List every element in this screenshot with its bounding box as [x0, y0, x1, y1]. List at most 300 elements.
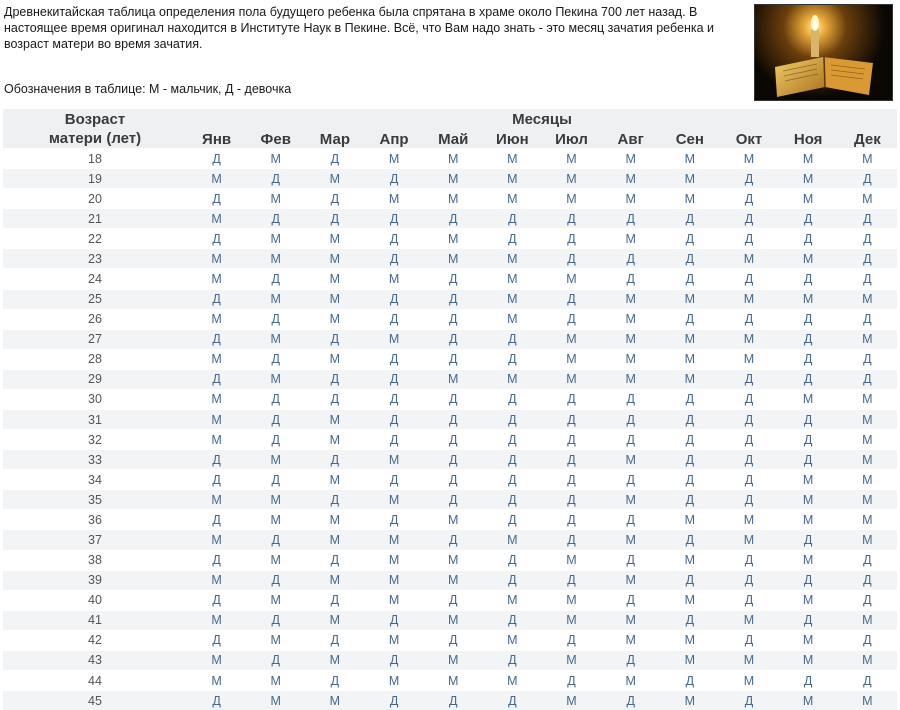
gender-cell: Д — [779, 450, 838, 470]
gender-cell: М — [838, 329, 897, 349]
age-cell: 44 — [3, 671, 187, 691]
gender-cell: Д — [364, 610, 423, 630]
gender-cell: М — [187, 671, 246, 691]
gender-cell: М — [483, 169, 542, 189]
gender-cell: Д — [364, 389, 423, 409]
gender-cell: М — [305, 309, 364, 329]
gender-cell: М — [601, 349, 660, 369]
age-cell: 32 — [3, 430, 187, 450]
table-row — [3, 389, 897, 409]
table-row — [3, 570, 897, 590]
gender-cell: Д — [364, 691, 423, 710]
gender-cell: Д — [838, 550, 897, 570]
table-row — [3, 430, 897, 450]
gender-cell: Д — [424, 349, 483, 369]
gender-cell: Д — [424, 490, 483, 510]
gender-cell: М — [660, 691, 719, 710]
gender-cell: М — [187, 430, 246, 450]
months-header: Месяцы — [187, 109, 897, 129]
gender-cell: Д — [779, 610, 838, 630]
gender-cell: М — [483, 630, 542, 650]
gender-cell: М — [719, 510, 778, 530]
gender-cell: Д — [719, 410, 778, 430]
gender-cell: Д — [779, 570, 838, 590]
gender-cell: М — [187, 610, 246, 630]
gender-cell: М — [305, 349, 364, 369]
gender-cell: Д — [601, 550, 660, 570]
gender-cell: М — [246, 490, 305, 510]
gender-cell: Д — [424, 389, 483, 409]
gender-cell: Д — [246, 349, 305, 369]
gender-cell: М — [364, 329, 423, 349]
age-cell: 30 — [3, 389, 187, 409]
gender-cell: Д — [719, 209, 778, 229]
gender-cell: М — [542, 329, 601, 349]
gender-cell: М — [779, 510, 838, 530]
gender-cell: Д — [838, 630, 897, 650]
gender-cell: М — [187, 209, 246, 229]
gender-cell: Д — [601, 590, 660, 610]
gender-cell: Д — [424, 530, 483, 550]
gender-cell: Д — [424, 269, 483, 289]
gender-cell: Д — [542, 410, 601, 430]
gender-cell: М — [187, 389, 246, 409]
gender-cell: Д — [838, 209, 897, 229]
gender-cell: М — [719, 329, 778, 349]
gender-cell: М — [542, 369, 601, 389]
gender-cell: М — [542, 550, 601, 570]
gender-cell: М — [187, 309, 246, 329]
gender-cell: М — [838, 189, 897, 209]
gender-cell: М — [305, 691, 364, 710]
gender-cell: Д — [187, 470, 246, 490]
gender-cell: М — [601, 450, 660, 470]
gender-cell: Д — [601, 470, 660, 490]
age-cell: 33 — [3, 450, 187, 470]
gender-cell: Д — [719, 430, 778, 450]
gender-cell: М — [364, 269, 423, 289]
gender-cell: Д — [601, 510, 660, 530]
gender-cell: М — [838, 470, 897, 490]
gender-cell: М — [601, 169, 660, 189]
age-cell: 41 — [3, 610, 187, 630]
gender-cell: М — [364, 671, 423, 691]
gender-cell: М — [779, 550, 838, 570]
gender-cell: Д — [305, 209, 364, 229]
gender-cell: М — [542, 610, 601, 630]
gender-cell: М — [305, 430, 364, 450]
month-header: Июл — [542, 129, 601, 149]
gender-cell: Д — [660, 610, 719, 630]
table-row — [3, 410, 897, 430]
gender-cell: Д — [305, 450, 364, 470]
gender-cell: Д — [542, 530, 601, 550]
gender-cell: М — [187, 349, 246, 369]
gender-cell: М — [305, 610, 364, 630]
table-row — [3, 249, 897, 269]
gender-cell: М — [305, 510, 364, 530]
gender-cell: М — [660, 189, 719, 209]
gender-cell: М — [838, 490, 897, 510]
gender-cell: Д — [483, 349, 542, 369]
table-row — [3, 169, 897, 189]
gender-cell: Д — [246, 530, 305, 550]
gender-cell: Д — [187, 450, 246, 470]
table-body — [3, 149, 897, 710]
month-header: Окт — [719, 129, 778, 149]
gender-cell: М — [364, 450, 423, 470]
gender-cell: М — [660, 510, 719, 530]
gender-cell: М — [246, 450, 305, 470]
month-header: Сен — [660, 129, 719, 149]
gender-cell: Д — [246, 269, 305, 289]
gender-cell: Д — [719, 570, 778, 590]
gender-cell: Д — [719, 550, 778, 570]
gender-cell: М — [424, 189, 483, 209]
table-row — [3, 490, 897, 510]
gender-cell: Д — [660, 269, 719, 289]
gender-cell: М — [601, 189, 660, 209]
gender-cell: М — [779, 189, 838, 209]
gender-cell: Д — [601, 410, 660, 430]
gender-cell: М — [660, 289, 719, 309]
gender-cell: Д — [719, 630, 778, 650]
gender-cell: М — [305, 289, 364, 309]
gender-cell: Д — [424, 470, 483, 490]
age-cell: 24 — [3, 269, 187, 289]
age-cell: 34 — [3, 470, 187, 490]
age-cell: 26 — [3, 309, 187, 329]
gender-cell: Д — [601, 209, 660, 229]
gender-cell: М — [719, 249, 778, 269]
age-cell: 42 — [3, 630, 187, 650]
gender-cell: М — [424, 369, 483, 389]
gender-cell: М — [483, 671, 542, 691]
gender-cell: М — [838, 289, 897, 309]
gender-cell: М — [779, 691, 838, 710]
gender-cell: Д — [542, 430, 601, 450]
gender-cell: Д — [246, 610, 305, 630]
gender-cell: М — [424, 610, 483, 630]
gender-cell: М — [838, 389, 897, 409]
gender-cell: М — [364, 630, 423, 650]
gender-cell: Д — [424, 410, 483, 430]
gender-cell: Д — [305, 550, 364, 570]
gender-cell: Д — [424, 309, 483, 329]
gender-cell: Д — [305, 490, 364, 510]
gender-cell: Д — [305, 630, 364, 650]
gender-cell: М — [660, 149, 719, 169]
gender-cell: Д — [364, 209, 423, 229]
gender-cell: М — [660, 349, 719, 369]
gender-cell: Д — [660, 570, 719, 590]
table-row — [3, 209, 897, 229]
gender-cell: М — [779, 630, 838, 650]
gender-cell: Д — [660, 470, 719, 490]
gender-cell: Д — [364, 369, 423, 389]
gender-cell: Д — [660, 430, 719, 450]
gender-cell: М — [719, 610, 778, 630]
gender-cell: Д — [305, 189, 364, 209]
gender-cell: Д — [779, 410, 838, 430]
gender-cell: М — [601, 630, 660, 650]
gender-cell: М — [305, 249, 364, 269]
gender-cell: Д — [424, 590, 483, 610]
gender-cell: М — [246, 510, 305, 530]
gender-cell: Д — [364, 229, 423, 249]
gender-cell: М — [364, 530, 423, 550]
gender-cell: Д — [542, 671, 601, 691]
gender-cell: М — [364, 570, 423, 590]
table-row — [3, 450, 897, 470]
table-row — [3, 309, 897, 329]
gender-cell: Д — [838, 349, 897, 369]
gender-cell: М — [542, 149, 601, 169]
gender-cell: Д — [601, 650, 660, 670]
gender-cell: Д — [424, 209, 483, 229]
gender-cell: М — [779, 169, 838, 189]
table-row — [3, 349, 897, 369]
gender-cell: Д — [719, 470, 778, 490]
gender-cell: М — [838, 410, 897, 430]
age-cell: 25 — [3, 289, 187, 309]
gender-cell: М — [424, 249, 483, 269]
gender-cell: М — [838, 149, 897, 169]
age-cell: 20 — [3, 189, 187, 209]
gender-cell: М — [601, 149, 660, 169]
gender-cell: М — [779, 149, 838, 169]
month-header: Янв — [187, 129, 246, 149]
table-row — [3, 691, 897, 710]
gender-cell: Д — [542, 209, 601, 229]
table-row — [3, 369, 897, 389]
gender-cell: Д — [542, 289, 601, 309]
gender-cell: М — [187, 269, 246, 289]
gender-cell: Д — [719, 450, 778, 470]
gender-cell: Д — [542, 309, 601, 329]
gender-cell: М — [424, 510, 483, 530]
month-header: Мар — [305, 129, 364, 149]
gender-cell: Д — [246, 209, 305, 229]
gender-cell: М — [246, 590, 305, 610]
gender-prediction-table — [3, 109, 897, 710]
month-header: Май — [424, 129, 483, 149]
gender-cell: Д — [187, 550, 246, 570]
gender-cell: М — [601, 490, 660, 510]
gender-cell: М — [542, 691, 601, 710]
age-cell: 39 — [3, 570, 187, 590]
gender-cell: М — [187, 249, 246, 269]
gender-cell: М — [187, 169, 246, 189]
gender-cell: Д — [779, 209, 838, 229]
gender-cell: Д — [660, 671, 719, 691]
gender-cell: Д — [838, 229, 897, 249]
gender-cell: Д — [779, 229, 838, 249]
gender-cell: М — [779, 470, 838, 490]
gender-cell: Д — [838, 671, 897, 691]
table-row — [3, 550, 897, 570]
age-cell: 45 — [3, 691, 187, 710]
gender-cell: Д — [779, 329, 838, 349]
gender-cell: М — [601, 610, 660, 630]
gender-cell: Д — [483, 430, 542, 450]
gender-cell: М — [187, 490, 246, 510]
candle-and-open-book-icon — [755, 5, 892, 100]
gender-cell: М — [779, 249, 838, 269]
gender-cell: Д — [660, 530, 719, 550]
gender-cell: Д — [246, 389, 305, 409]
gender-cell: М — [601, 369, 660, 389]
gender-cell: Д — [305, 369, 364, 389]
gender-cell: Д — [305, 590, 364, 610]
gender-cell: М — [483, 309, 542, 329]
gender-cell: Д — [542, 470, 601, 490]
age-cell: 35 — [3, 490, 187, 510]
gender-cell: Д — [719, 229, 778, 249]
candle-book-photo — [754, 4, 893, 101]
gender-cell: М — [779, 650, 838, 670]
gender-cell: Д — [364, 650, 423, 670]
age-cell: 22 — [3, 229, 187, 249]
table-row — [3, 671, 897, 691]
gender-cell: Д — [719, 369, 778, 389]
gender-cell: М — [246, 329, 305, 349]
gender-cell: Д — [601, 691, 660, 710]
gender-cell: М — [364, 149, 423, 169]
age-header-line2: матери (лет) — [49, 130, 141, 147]
gender-cell: Д — [246, 309, 305, 329]
gender-cell: Д — [364, 169, 423, 189]
gender-cell: М — [305, 650, 364, 670]
age-cell: 28 — [3, 349, 187, 369]
gender-cell: Д — [187, 289, 246, 309]
gender-cell: Д — [483, 329, 542, 349]
gender-cell: Д — [719, 389, 778, 409]
gender-cell: М — [246, 189, 305, 209]
gender-cell: Д — [187, 691, 246, 710]
gender-cell: М — [364, 490, 423, 510]
gender-cell: М — [424, 650, 483, 670]
gender-cell: Д — [838, 369, 897, 389]
intro-text: Древнекитайская таблица определения пола будущего ребенка была спрятана в храме около Пекина 700 лет назад. В настоящее время оригинал находится в Институте Наук в Пекине. Всё, что Вам надо знать - это месяц зачатия ребенка и возраст матери во время зачатия. — [4, 4, 744, 52]
gender-cell: Д — [779, 269, 838, 289]
age-cell: 19 — [3, 169, 187, 189]
gender-cell: Д — [424, 450, 483, 470]
gender-cell: М — [838, 510, 897, 530]
gender-cell: Д — [719, 169, 778, 189]
gender-cell: М — [305, 470, 364, 490]
gender-cell: М — [719, 289, 778, 309]
gender-cell: М — [246, 289, 305, 309]
gender-cell: М — [424, 570, 483, 590]
gender-cell: Д — [660, 309, 719, 329]
gender-cell: Д — [838, 570, 897, 590]
gender-cell: М — [246, 691, 305, 710]
gender-cell: Д — [424, 630, 483, 650]
gender-cell: Д — [719, 590, 778, 610]
gender-cell: М — [838, 650, 897, 670]
gender-cell: М — [719, 650, 778, 670]
gender-cell: М — [483, 269, 542, 289]
gender-cell: М — [246, 671, 305, 691]
gender-cell: Д — [483, 389, 542, 409]
age-cell: 29 — [3, 369, 187, 389]
gender-cell: Д — [246, 410, 305, 430]
gender-cell: Д — [187, 229, 246, 249]
gender-cell: Д — [542, 249, 601, 269]
gender-cell: М — [660, 650, 719, 670]
gender-cell: М — [305, 169, 364, 189]
gender-cell: Д — [779, 369, 838, 389]
gender-cell: Д — [424, 289, 483, 309]
gender-cell: М — [660, 550, 719, 570]
gender-cell: Д — [483, 209, 542, 229]
gender-cell: Д — [483, 610, 542, 630]
gender-cell: М — [364, 550, 423, 570]
table-row — [3, 510, 897, 530]
gender-cell: М — [660, 169, 719, 189]
gender-cell: Д — [542, 450, 601, 470]
gender-cell: Д — [305, 149, 364, 169]
gender-cell: Д — [779, 349, 838, 369]
gender-cell: Д — [601, 430, 660, 450]
gender-cell: Д — [483, 229, 542, 249]
table-header-row-1 — [3, 109, 897, 129]
table-row — [3, 590, 897, 610]
gender-cell: Д — [719, 189, 778, 209]
month-header: Фев — [246, 129, 305, 149]
gender-cell: М — [364, 189, 423, 209]
gender-cell: М — [601, 309, 660, 329]
gender-cell: Д — [719, 691, 778, 710]
gender-cell: М — [483, 249, 542, 269]
gender-cell: Д — [660, 450, 719, 470]
gender-cell: Д — [483, 510, 542, 530]
gender-cell: Д — [483, 570, 542, 590]
gender-cell: Д — [779, 309, 838, 329]
table-row — [3, 189, 897, 209]
gender-cell: Д — [364, 249, 423, 269]
gender-cell: Д — [660, 249, 719, 269]
age-column-header — [3, 109, 187, 149]
gender-cell: М — [601, 229, 660, 249]
gender-cell: Д — [601, 249, 660, 269]
gender-cell: М — [542, 650, 601, 670]
gender-cell: М — [246, 249, 305, 269]
gender-cell: М — [424, 149, 483, 169]
gender-cell: Д — [246, 430, 305, 450]
table-row — [3, 229, 897, 249]
gender-cell: Д — [305, 389, 364, 409]
gender-cell: М — [305, 269, 364, 289]
gender-cell: М — [483, 590, 542, 610]
gender-cell: М — [187, 570, 246, 590]
gender-cell: Д — [483, 691, 542, 710]
gender-cell: Д — [187, 630, 246, 650]
gender-cell: Д — [838, 590, 897, 610]
gender-cell: М — [305, 410, 364, 430]
gender-cell: Д — [187, 189, 246, 209]
gender-cell: Д — [424, 329, 483, 349]
gender-cell: М — [719, 349, 778, 369]
gender-cell: М — [838, 610, 897, 630]
table-row — [3, 329, 897, 349]
gender-cell: М — [483, 369, 542, 389]
gender-cell: М — [542, 269, 601, 289]
gender-cell: М — [542, 169, 601, 189]
month-header: Июн — [483, 129, 542, 149]
table-row — [3, 289, 897, 309]
